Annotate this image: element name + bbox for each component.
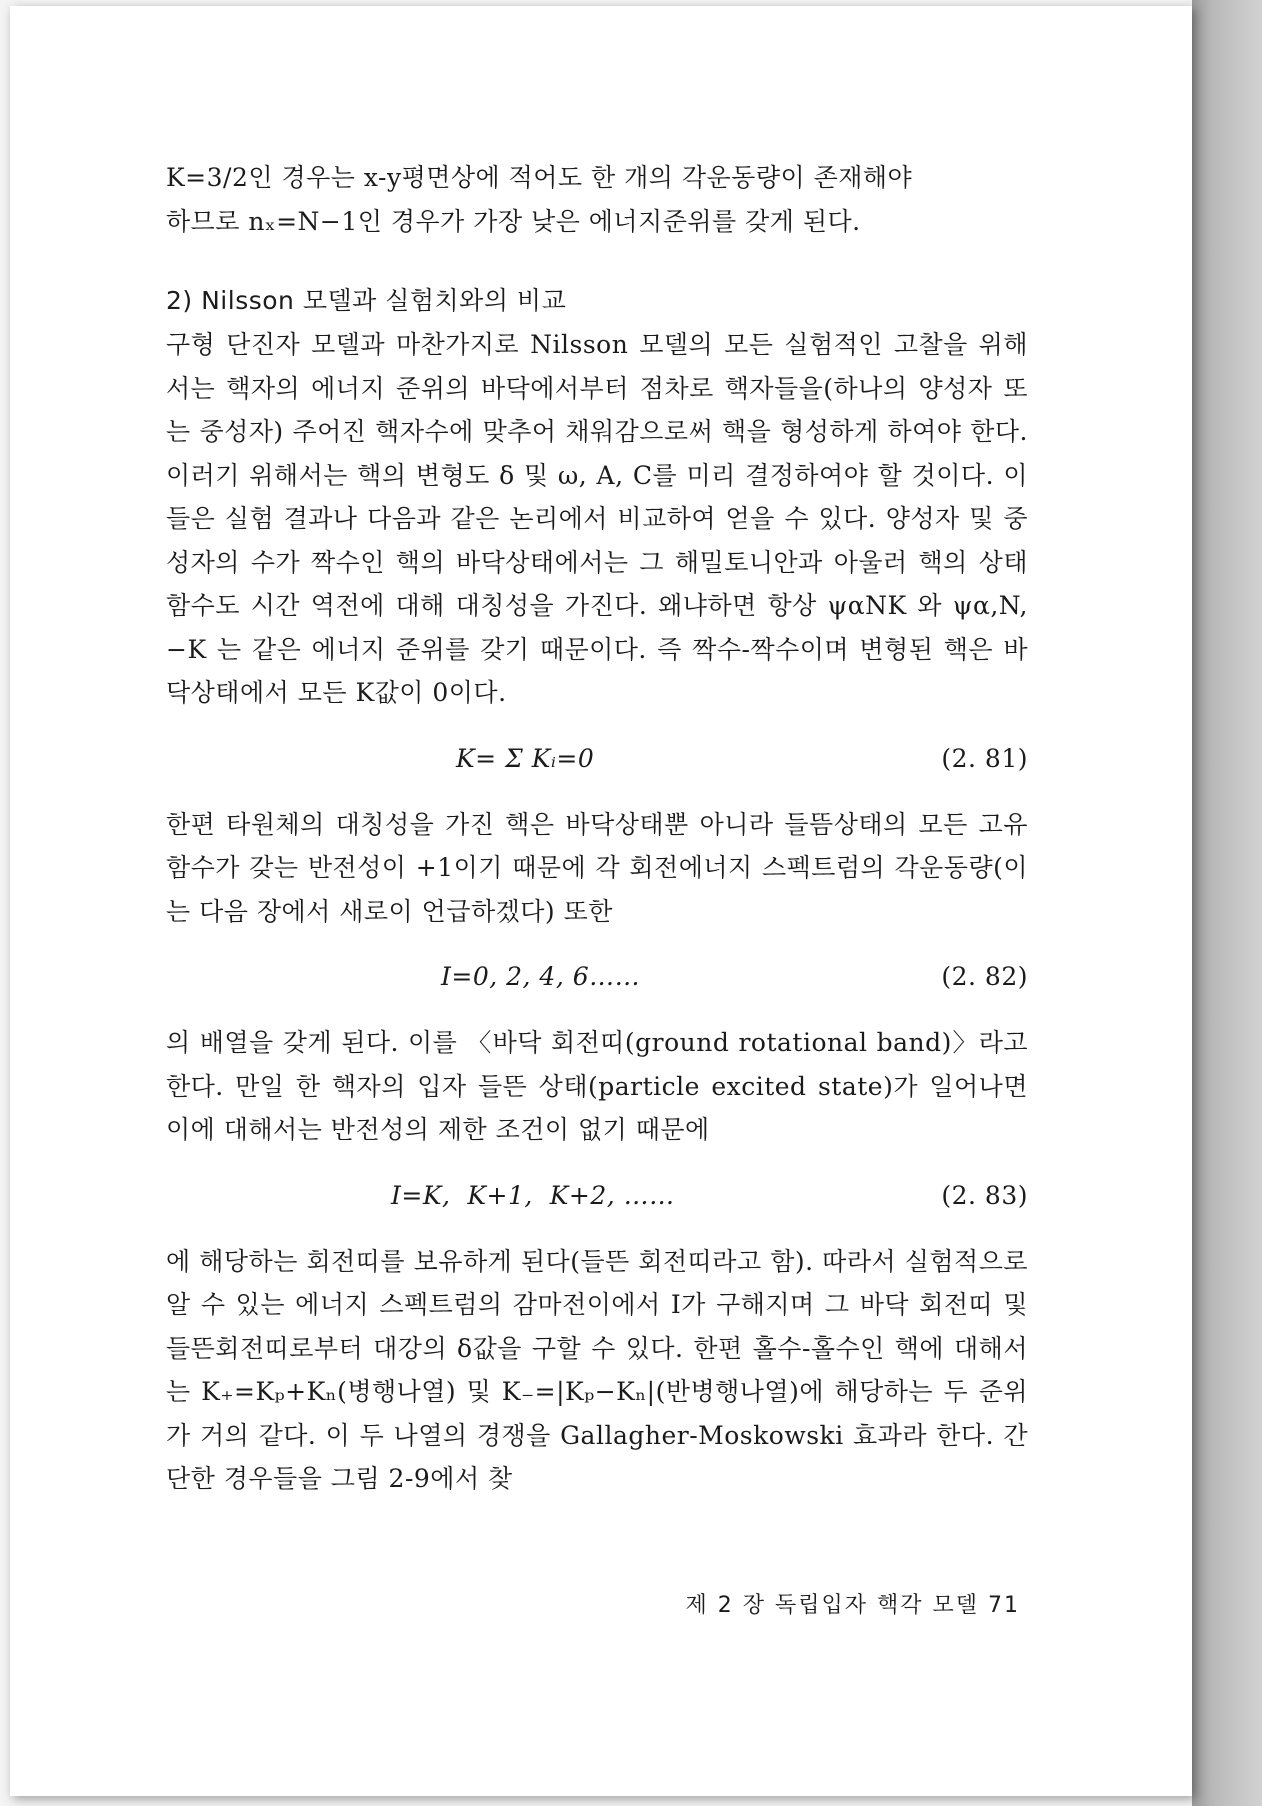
equation-2-81-formula: K= Σ Kᵢ=0 [456, 743, 595, 773]
equation-2-82 [166, 955, 1028, 999]
section-heading: 2) Nilsson 모델과 실험치와의 비교 [166, 286, 567, 315]
paragraph-3: 의 배열을 갖게 된다. 이를 〈바닥 회전띠(ground rotational band)〉라고 한다. 만일 한 핵자의 입자 들뜬 상태(particle excited state)가 일어나면 이에 대해서는 반전성의 제한 조건이 없기 때문에 [166, 1028, 1028, 1144]
equation-2-83-number: (2. 83) [941, 1180, 1028, 1210]
equation-2-83 [166, 1174, 1028, 1218]
equation-2-83-formula: I=K, K+1, K+2, …… [391, 1180, 675, 1210]
intro-line-1: K=3/2인 경우는 x-y평면상에 적어도 한 개의 각운동량이 존재해야 [166, 163, 913, 192]
book-page [10, 6, 1192, 1796]
paragraph-4: 에 해당하는 회전띠를 보유하게 된다(들뜬 회전띠라고 함). 따라서 실험적으로 알 수 있는 에너지 스펙트럼의 감마전이에서 I가 구해지며 그 바닥 회전띠 및 들뜬회전띠로부터 대강의 δ값을 구할 수 있다. 한편 홀수-홀수인 핵에 대해서는 K₊=Kₚ+Kₙ(병행나열) 및 K₋=|Kₚ−Kₙ|(반병행나열)에 해당하는 두 준위가 거의 같다. 이 두 나열의 경쟁을 Gallagher-Moskowski 효과라 한다. 간단한 경우들을 그림 2-9에서 찾 [166, 1246, 1028, 1493]
page-content [166, 156, 1028, 1501]
equation-2-82-formula: I=0, 2, 4, 6…… [441, 962, 641, 991]
equation-2-81-number: (2. 81) [941, 743, 1028, 773]
paragraph-2: 한편 타원체의 대칭성을 가진 핵은 바닥상태뿐 아니라 들뜸상태의 모든 고유함수가 갖는 반전성이 +1이기 때문에 각 회전에너지 스펙트럼의 각운동량(이는 다음 장에서 새로이 언급하겠다) 또한 [166, 809, 1028, 926]
page-footer: 제 2 장 독립입자 핵각 모델 71 [685, 1593, 1020, 1618]
intro-line-2: 하므로 nₓ=N−1인 경우가 가장 낮은 에너지준위를 갖게 된다. [166, 206, 861, 236]
paragraph-1: 구형 단진자 모델과 마찬가지로 Nilsson 모델의 모든 실험적인 고찰을 위해서는 핵자의 에너지 준위의 바닥에서부터 점차로 핵자들을(하나의 양성자 또는 중성자) 주어진 핵자수에 맞추어 채워감으로써 핵을 형성하게 하여야 한다. 이러기 위해서는 핵의 변형도 δ 및 ω, A, C를 미리 결정하여야 할 것이다. 이들은 실험 결과나 다음과 같은 논리에서 비교하여 얻을 수 있다. 양성자 및 중성자의 수가 짝수인 핵의 바닥상태에서는 그 해밀토니안과 아울러 핵의 상태함수도 시간 역전에 대해 대칭성을 가진다. 왜냐하면 항상 ψαNK 와 ψα,N,−K 는 같은 에너지 준위를 갖기 때문이다. 즉 짝수-짝수이며 변형된 핵은 바닥상태에서 모든 K값이 0이다. [166, 330, 1028, 707]
equation-2-82-number: (2. 82) [941, 962, 1028, 991]
equation-2-81 [166, 737, 1028, 781]
book-edge-shadow [1192, 0, 1262, 1806]
